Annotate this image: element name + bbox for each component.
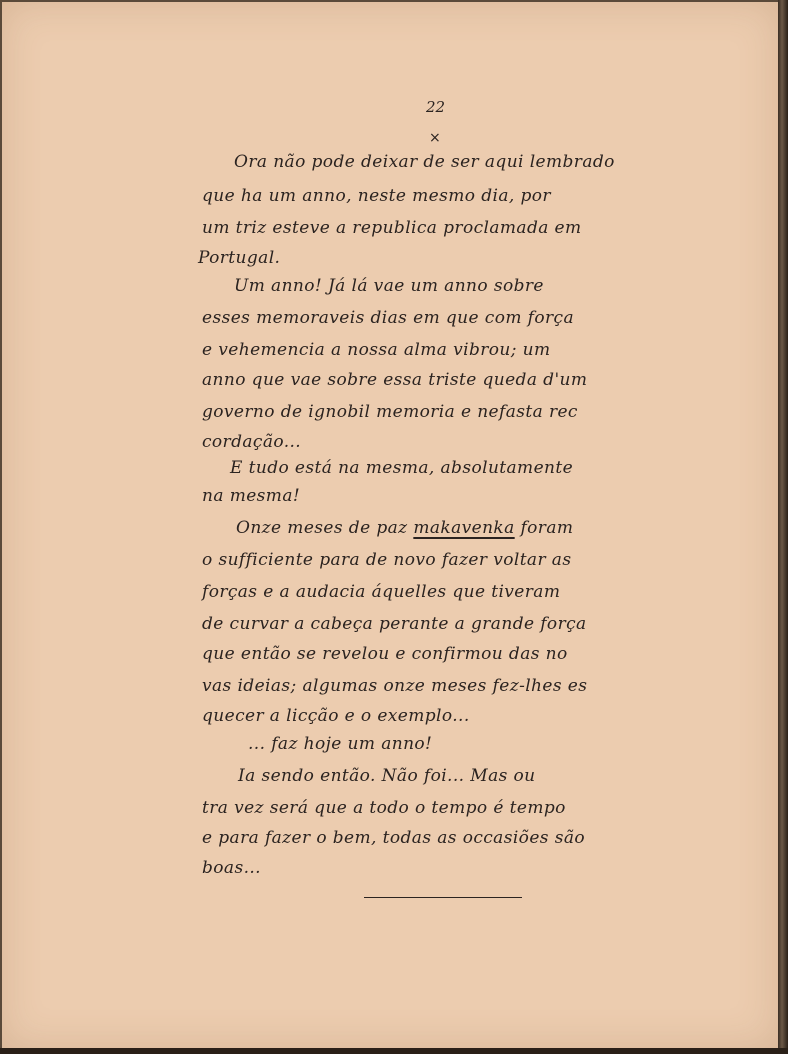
text-line: na mesma!	[202, 486, 301, 506]
text-line: ... faz hoje um anno!	[248, 734, 433, 754]
text-line: tra vez será que a todo o tempo é tempo	[202, 798, 566, 818]
text-line: que então se revelou e confirmou das no	[202, 644, 568, 664]
text-line	[236, 518, 573, 538]
text-line: e para fazer o bem, todas as occasiões são	[202, 828, 585, 848]
page-bottom-shadow	[0, 1048, 788, 1054]
text-line: governo de ignobil memoria e nefasta rec	[202, 402, 578, 422]
text-line: que ha um anno, neste mesmo dia, por	[202, 186, 551, 206]
text-line: vas ideias; algumas onze meses fez-lhes es	[202, 676, 588, 696]
text-fragment: Onze meses de paz	[236, 518, 414, 538]
text-line: o sufficiente para de novo fazer voltar as	[202, 550, 572, 570]
text-line: um triz esteve a republica proclamada em	[202, 218, 582, 238]
text-line: e vehemencia a nossa alma vibrou; um	[202, 340, 551, 360]
section-mark: ×	[429, 130, 441, 146]
text-line: forças e a audacia áquelles que tiveram	[202, 582, 561, 602]
text-line: Ia sendo então. Não foi... Mas ou	[238, 766, 536, 786]
text-line: boas...	[202, 858, 261, 878]
text-line: anno que vae sobre essa triste queda d'um	[202, 370, 588, 390]
text-line: de curvar a cabeça perante a grande força	[202, 614, 587, 634]
text-fragment: foram	[514, 518, 574, 538]
text-line: Um anno! Já lá vae um anno sobre	[234, 276, 544, 296]
text-line: quecer a licção e o exemplo...	[202, 706, 470, 726]
underlined-word: makavenka	[413, 518, 515, 538]
text-line: E tudo está na mesma, absolutamente	[230, 458, 574, 478]
page-number: 22	[426, 98, 446, 116]
page-edge-shadow	[778, 0, 788, 1054]
text-line: Portugal.	[198, 248, 281, 268]
text-line: Ora não pode deixar de ser aqui lembrado	[234, 152, 615, 172]
text-line: cordação...	[202, 432, 302, 452]
end-rule	[364, 897, 522, 898]
text-line: esses memoraveis dias em que com força	[202, 308, 574, 328]
